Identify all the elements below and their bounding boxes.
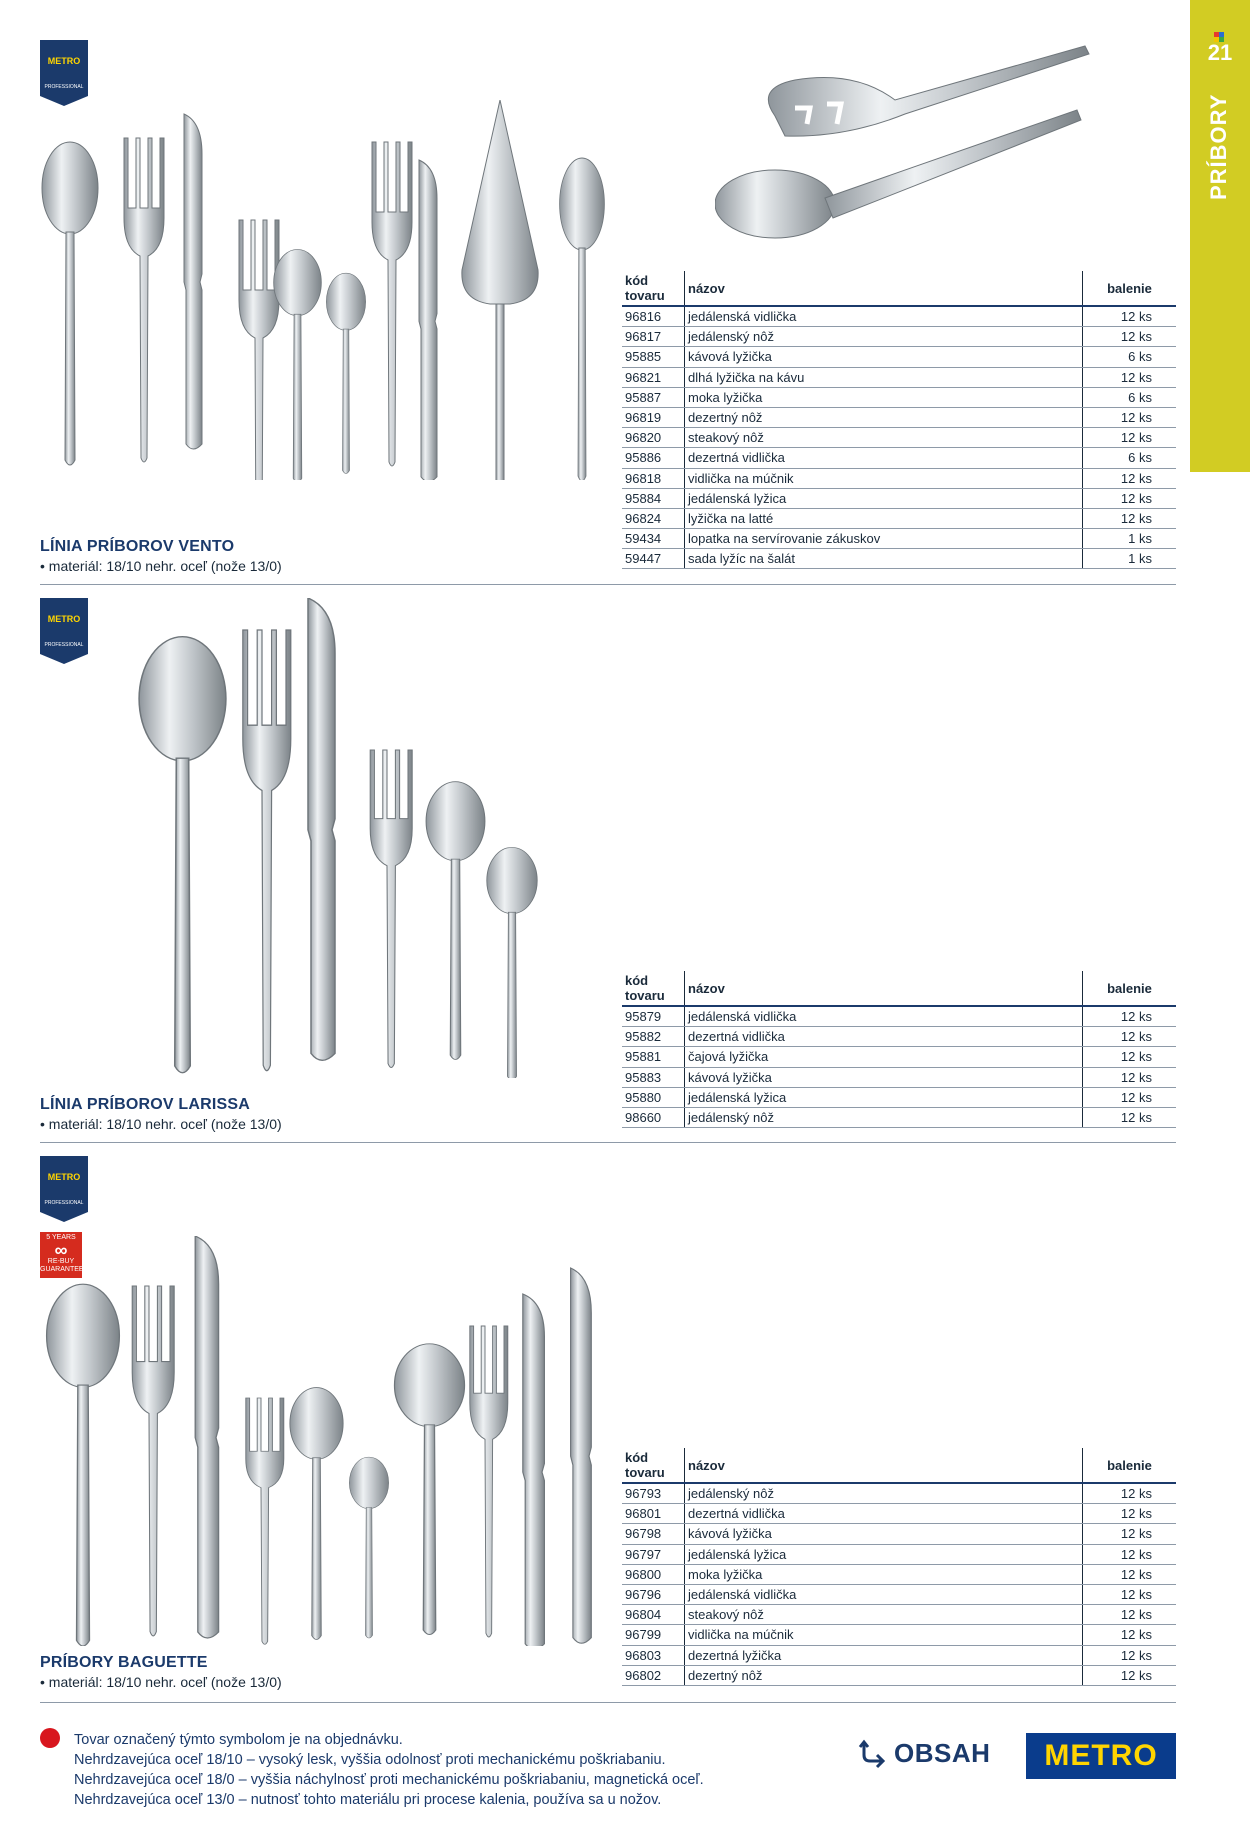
product-name: lopatka na servírovanie zákuskov xyxy=(685,529,1083,549)
product-name: jedálenská lyžica xyxy=(685,1544,1083,1564)
table-row xyxy=(622,1067,1176,1087)
chapter-title: PRÍBORY xyxy=(1206,93,1231,200)
section-divider xyxy=(40,1702,1176,1703)
product-name: dezertný nôž xyxy=(685,407,1083,427)
product-code: 96816 xyxy=(622,306,685,327)
vento-product-table xyxy=(622,271,1176,569)
product-name: moka lyžička xyxy=(685,1564,1083,1584)
product-pack: 12 ks xyxy=(1083,428,1177,448)
table-header-row xyxy=(622,1448,1176,1483)
product-name: jedálenský nôž xyxy=(685,1107,1083,1127)
product-name: jedálenská lyžica xyxy=(685,1087,1083,1107)
product-name: vidlička na múčnik xyxy=(685,1625,1083,1645)
table-row xyxy=(622,468,1176,488)
product-pack: 12 ks xyxy=(1083,306,1177,327)
product-code: 96800 xyxy=(622,1564,685,1584)
product-code: 96803 xyxy=(622,1645,685,1665)
metro-logo-text: METRO xyxy=(1044,1739,1158,1772)
product-pack: 12 ks xyxy=(1083,1006,1177,1027)
product-code: 96821 xyxy=(622,367,685,387)
table-row xyxy=(622,1564,1176,1584)
product-pack: 6 ks xyxy=(1083,387,1177,407)
product-code: 95882 xyxy=(622,1027,685,1047)
contents-link-label: OBSAH xyxy=(894,1738,991,1768)
col-header-code: kód tovaru xyxy=(622,1448,685,1483)
larissa-product-table xyxy=(622,971,1176,1128)
product-pack: 1 ks xyxy=(1083,529,1177,549)
product-name: dlhá lyžička na kávu xyxy=(685,367,1083,387)
col-header-name: názov xyxy=(685,971,1083,1006)
table-row xyxy=(622,1047,1176,1067)
col-header-name: názov xyxy=(685,1448,1083,1483)
table-row xyxy=(622,1504,1176,1524)
col-header-name: názov xyxy=(685,271,1083,306)
product-pack: 6 ks xyxy=(1083,347,1177,367)
col-header-code: kód tovaru xyxy=(622,271,685,306)
product-code: 96799 xyxy=(622,1625,685,1645)
table-row xyxy=(622,1006,1176,1027)
product-pack: 12 ks xyxy=(1083,1665,1177,1685)
note-steel-13-0: Nehrdzavejúca oceľ 13/0 – nutnosť tohto materiálu pri procese kalenia, používa sa u nožov. xyxy=(74,1792,662,1808)
product-pack: 12 ks xyxy=(1083,1067,1177,1087)
section-material-vento: • materiál: 18/10 nehr. oceľ (nože 13/0) xyxy=(40,558,282,574)
product-name: dezertná vidlička xyxy=(685,448,1083,468)
product-code: 59434 xyxy=(622,529,685,549)
product-pack: 12 ks xyxy=(1083,1087,1177,1107)
table-row xyxy=(622,428,1176,448)
product-pack: 12 ks xyxy=(1083,468,1177,488)
contents-link[interactable] xyxy=(858,1738,990,1769)
chapter-side-tab[interactable] xyxy=(1190,0,1250,472)
section-material-baguette: • materiál: 18/10 nehr. oceľ (nože 13/0) xyxy=(40,1674,282,1690)
table-row xyxy=(622,327,1176,347)
product-name: moka lyžička xyxy=(685,387,1083,407)
table-row xyxy=(622,1584,1176,1604)
product-pack: 12 ks xyxy=(1083,508,1177,528)
metro-professional-badge xyxy=(40,598,88,664)
product-name: vidlička na múčnik xyxy=(685,468,1083,488)
product-code: 96801 xyxy=(622,1504,685,1524)
product-name: jedálenská vidlička xyxy=(685,1584,1083,1604)
section-material-larissa: • materiál: 18/10 nehr. oceľ (nože 13/0) xyxy=(40,1116,282,1132)
product-name: sada lyžíc na šalát xyxy=(685,549,1083,569)
col-header-pack: balenie xyxy=(1083,1448,1177,1483)
product-code: 96804 xyxy=(622,1605,685,1625)
product-pack: 12 ks xyxy=(1083,1584,1177,1604)
infinity-icon: ∞ xyxy=(54,1240,68,1260)
table-row xyxy=(622,1625,1176,1645)
product-code: 96817 xyxy=(622,327,685,347)
svg-text:PROFESSIONAL: PROFESSIONAL xyxy=(44,1200,84,1206)
table-row xyxy=(622,367,1176,387)
product-pack: 12 ks xyxy=(1083,327,1177,347)
product-name: jedálenský nôž xyxy=(685,327,1083,347)
metro-professional-badge xyxy=(40,40,88,106)
product-name: steakový nôž xyxy=(685,428,1083,448)
product-pack: 12 ks xyxy=(1083,488,1177,508)
salad-servers-photo xyxy=(715,38,1095,258)
guarantee-years: 5 YEARS xyxy=(46,1234,76,1241)
product-name: kávová lyžička xyxy=(685,347,1083,367)
table-row xyxy=(622,1665,1176,1685)
svg-text:METRO: METRO xyxy=(47,614,81,624)
table-row xyxy=(622,549,1176,569)
note-steel-18-10: Nehrdzavejúca oceľ 18/10 – vysoký lesk, vyššia odolnosť proti mechanickému poškriabaniu. xyxy=(74,1752,666,1768)
product-pack: 12 ks xyxy=(1083,1107,1177,1127)
section-divider xyxy=(40,1142,1176,1143)
product-pack: 12 ks xyxy=(1083,1625,1177,1645)
table-row xyxy=(622,1645,1176,1665)
product-pack: 12 ks xyxy=(1083,1047,1177,1067)
guarantee-label: GUARANTEE xyxy=(40,1266,84,1273)
larissa-cutlery-photo xyxy=(130,598,560,1078)
product-name: jedálenský nôž xyxy=(685,1483,1083,1504)
col-header-pack: balenie xyxy=(1083,971,1177,1006)
product-pack: 12 ks xyxy=(1083,1544,1177,1564)
product-code: 96819 xyxy=(622,407,685,427)
product-code: 96796 xyxy=(622,1584,685,1604)
product-code: 96802 xyxy=(622,1665,685,1685)
note-order-symbol: Tovar označený týmto symbolom je na objednávku. xyxy=(74,1732,403,1748)
product-pack: 12 ks xyxy=(1083,1645,1177,1665)
product-code: 95886 xyxy=(622,448,685,468)
product-name: dezertná vidlička xyxy=(685,1027,1083,1047)
table-row xyxy=(622,448,1176,468)
table-row xyxy=(622,407,1176,427)
product-name: steakový nôž xyxy=(685,1605,1083,1625)
product-name: jedálenská vidlička xyxy=(685,1006,1083,1027)
table-row xyxy=(622,1605,1176,1625)
svg-text:METRO: METRO xyxy=(47,56,81,66)
order-symbol-icon xyxy=(40,1728,60,1748)
baguette-cutlery-photo xyxy=(40,1236,620,1646)
product-code: 95887 xyxy=(622,387,685,407)
product-pack: 12 ks xyxy=(1083,1483,1177,1504)
svg-text:PROFESSIONAL: PROFESSIONAL xyxy=(44,642,84,648)
product-name: čajová lyžička xyxy=(685,1047,1083,1067)
col-header-code: kód tovaru xyxy=(622,971,685,1006)
product-code: 59447 xyxy=(622,549,685,569)
metro-professional-badge xyxy=(40,1156,88,1222)
product-name: lyžička na latté xyxy=(685,508,1083,528)
table-row xyxy=(622,1544,1176,1564)
product-code: 95880 xyxy=(622,1087,685,1107)
product-pack: 12 ks xyxy=(1083,1524,1177,1544)
table-header-row xyxy=(622,971,1176,1006)
product-code: 96820 xyxy=(622,428,685,448)
product-code: 96798 xyxy=(622,1524,685,1544)
table-row xyxy=(622,1107,1176,1127)
product-name: jedálenská vidlička xyxy=(685,306,1083,327)
product-name: dezertná vidlička xyxy=(685,1504,1083,1524)
table-row xyxy=(622,1483,1176,1504)
table-row xyxy=(622,508,1176,528)
col-header-pack: balenie xyxy=(1083,271,1177,306)
product-code: 95885 xyxy=(622,347,685,367)
product-pack: 12 ks xyxy=(1083,1027,1177,1047)
product-name: kávová lyžička xyxy=(685,1067,1083,1087)
section-divider xyxy=(40,584,1176,585)
table-row xyxy=(622,306,1176,327)
product-code: 95883 xyxy=(622,1067,685,1087)
product-pack: 12 ks xyxy=(1083,407,1177,427)
return-arrow-icon xyxy=(858,1739,888,1769)
product-code: 95879 xyxy=(622,1006,685,1027)
table-row xyxy=(622,1087,1176,1107)
product-name: dezertná lyžička xyxy=(685,1645,1083,1665)
section-title-larissa: LÍNIA PRÍBOROV LARISSA xyxy=(40,1096,251,1113)
product-pack: 6 ks xyxy=(1083,448,1177,468)
table-row xyxy=(622,387,1176,407)
product-pack: 1 ks xyxy=(1083,549,1177,569)
table-row xyxy=(622,1524,1176,1544)
table-header-row xyxy=(622,271,1176,306)
table-row xyxy=(622,347,1176,367)
product-code: 95884 xyxy=(622,488,685,508)
metro-logo xyxy=(1026,1733,1176,1779)
product-code: 95881 xyxy=(622,1047,685,1067)
product-pack: 12 ks xyxy=(1083,1504,1177,1524)
footer-notes xyxy=(74,1730,704,1810)
page-number: 21 xyxy=(1207,40,1233,65)
product-code: 96818 xyxy=(622,468,685,488)
table-row xyxy=(622,529,1176,549)
product-pack: 12 ks xyxy=(1083,1605,1177,1625)
section-title-baguette: PRÍBORY BAGUETTE xyxy=(40,1654,208,1671)
product-name: jedálenská lyžica xyxy=(685,488,1083,508)
guarantee-rebuy: RE-BUY xyxy=(47,1258,75,1265)
baguette-product-table xyxy=(622,1448,1176,1686)
product-pack: 12 ks xyxy=(1083,367,1177,387)
product-name: kávová lyžička xyxy=(685,1524,1083,1544)
note-steel-18-0: Nehrdzavejúca oceľ 18/0 – vyššia náchylnosť proti mechanickému poškriabaniu, magnetická oceľ. xyxy=(74,1772,704,1788)
table-row xyxy=(622,1027,1176,1047)
product-code: 96793 xyxy=(622,1483,685,1504)
product-code: 96797 xyxy=(622,1544,685,1564)
product-name: dezertný nôž xyxy=(685,1665,1083,1685)
svg-text:PROFESSIONAL: PROFESSIONAL xyxy=(44,84,84,90)
table-row xyxy=(622,488,1176,508)
section-title-vento: LÍNIA PRÍBOROV VENTO xyxy=(40,538,235,555)
vento-cutlery-photo xyxy=(40,100,620,480)
product-code: 96824 xyxy=(622,508,685,528)
svg-text:METRO: METRO xyxy=(47,1172,81,1182)
product-code: 98660 xyxy=(622,1107,685,1127)
product-pack: 12 ks xyxy=(1083,1564,1177,1584)
